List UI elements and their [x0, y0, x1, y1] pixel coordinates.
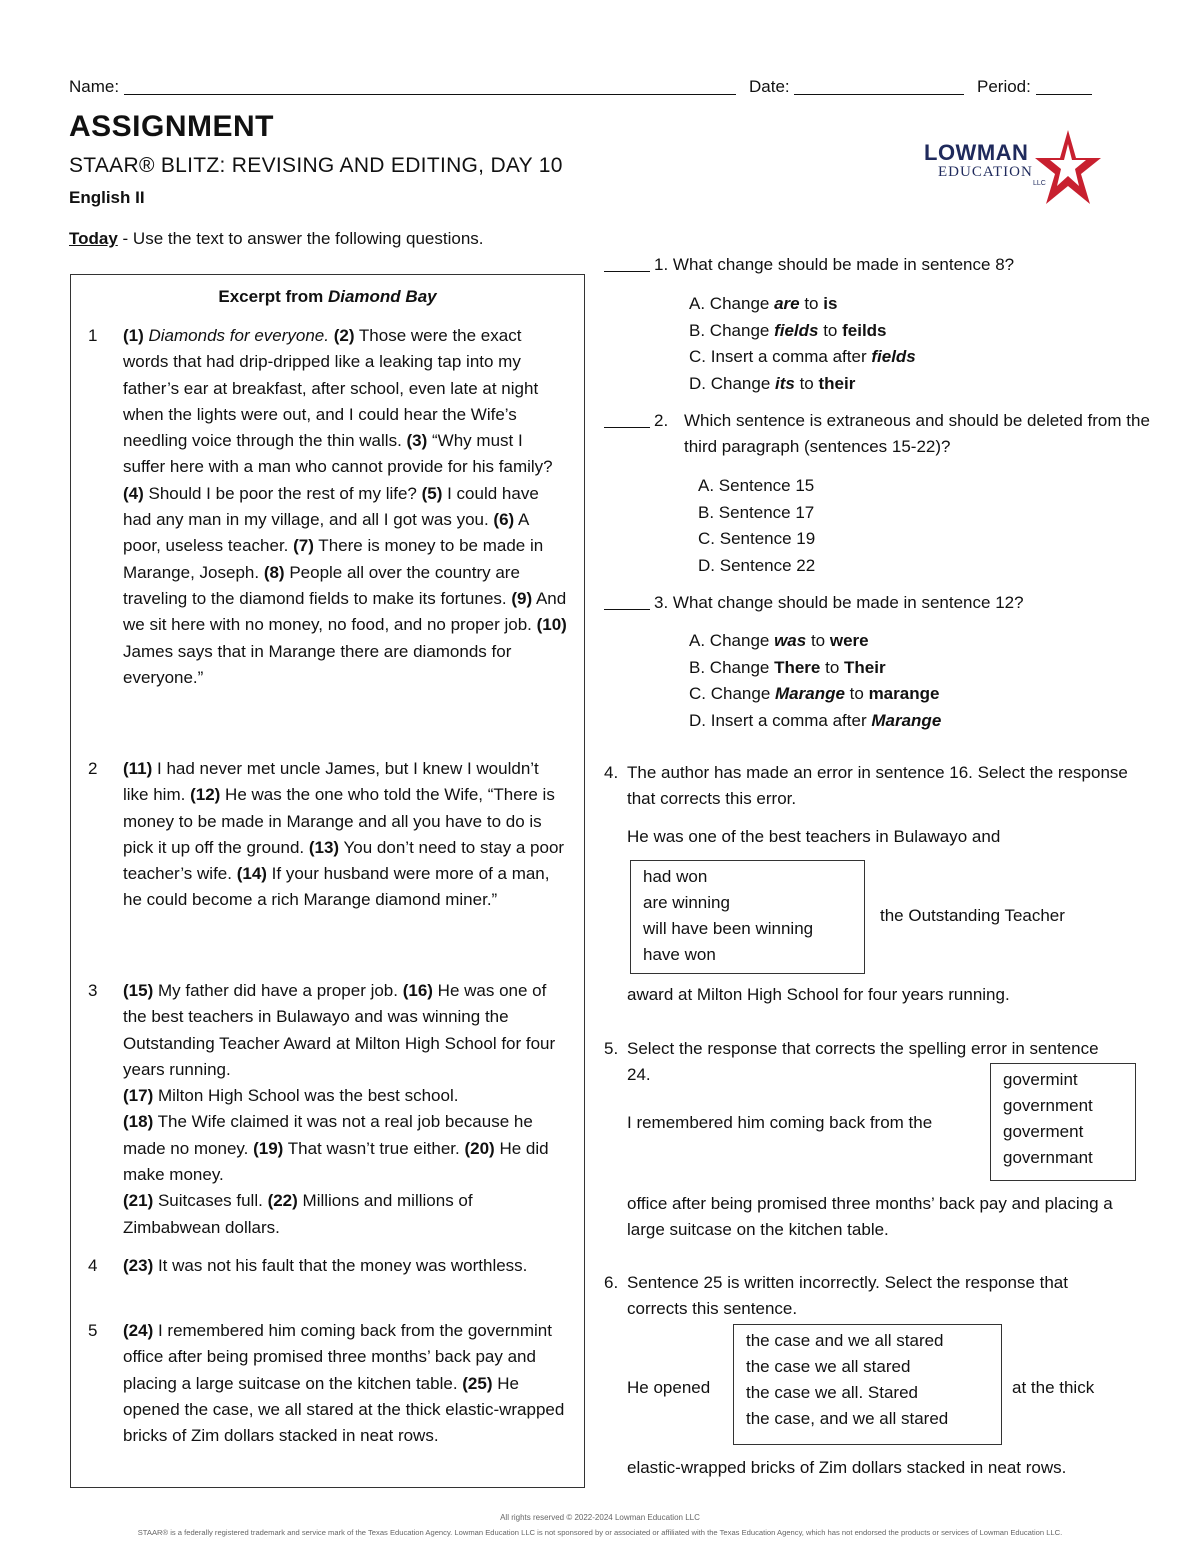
option-d[interactable]: D. Change its to their: [689, 373, 856, 393]
lowman-education-logo: [918, 128, 1108, 210]
option-a[interactable]: A. Change are to is: [689, 294, 838, 313]
question-5-tail: office after being promised three months’ back pay and placing a large suitcase on the kitchen table.: [627, 1194, 1113, 1240]
question-1: 1. What change should be made in sentence 8?: [604, 252, 1164, 278]
question-3-text: What change should be made in sentence 12?: [672, 593, 1024, 612]
choice-option[interactable]: government: [1003, 1096, 1093, 1115]
passage-box: Excerpt from Diamond Bay 1 (1) Diamonds for everyone. (2) Those were the exact words that had drip-dripped like a leaking tap into my father’s ear at breakfast, after school, even late at night when the lights were out, and I could hear the Wife’s needling voice through the thin walls. (3) “Why must I suffer here with a man who cannot provide for his family? (4) Should I be poor the rest of my life? (5) I could have had any man in my village, and all I got was you. (6) A poor, useless teacher. (7) There is money to be made in Marange, Joseph. (8) People all over the country are traveling to the diamond fields to make its fortunes. (9) And we sit here with no money, no food, and no proper job. (10) James says that in Marange there are diamonds for everyone.” 2 (11) I had never met uncle James, but I knew I wouldn’t like him. (12) He was the one who told the Wife, “There is money to be made in Marange and all you have to do is pick it up off the ground. (13) You don’t need to stay a poor teacher’s wife. (14) If your husband were more of a man, he could become a rich Marange diamond miner.” 3 (15) My father did have a proper job. (16) He was one of the best teachers in Bulawayo and was winning the Outstanding Teacher Award at Milton High School for four years running. (17) Milton High School was the best school. (18) The Wife claimed it was not a real job because he made no money. (19) That wasn’t true either. (20) He did make money. (21) Suitcases full. (22) Millions and millions of Zimbabwean dollars. 4 (23) It was not his fault that the money was worthless. 5 (24) I remembered him coming back from the governmint office after being promised three months’ back pay and placing a large suitcase on the kitchen table. (25) He opened the case, we all stared at the thick elastic-wrapped bricks of Zim dollars stacked in neat rows.: [70, 274, 585, 1488]
option-a[interactable]: A. Change was to were: [689, 631, 869, 650]
question-2: 2.: [604, 408, 1164, 434]
choice-option[interactable]: govermint: [1003, 1070, 1078, 1089]
question-4-text: The author has made an error in sentence 16. Select the response that corrects this error.: [627, 763, 1128, 809]
question-5-text: Select the response that corrects the spelling error in sentence 24.: [627, 1039, 1099, 1085]
paragraph-number: 1: [88, 326, 98, 345]
choice-option[interactable]: the case we all. Stared: [746, 1383, 918, 1402]
question-4-choice-box: [630, 860, 865, 974]
question-3-options: [689, 628, 941, 734]
option-b[interactable]: B. Change There to Their: [689, 657, 886, 677]
question-1-options: [689, 291, 916, 397]
instructions: [69, 229, 484, 249]
choice-option[interactable]: had won: [643, 867, 708, 886]
question-5-number: 5.: [604, 1039, 619, 1058]
date-input[interactable]: [794, 76, 964, 95]
date-field-row: [749, 76, 964, 97]
question-6-after: at the thick: [1012, 1378, 1095, 1397]
instructions-text: - Use the text to answer the following questions.: [117, 229, 484, 248]
logo-word-education: EDUCATION: [938, 164, 1033, 180]
question-3: 3. What change should be made in sentence 12?: [604, 590, 1164, 616]
logo-word-lowman: LOWMAN: [924, 140, 1029, 165]
page-subtitle: STAAR® BLITZ: REVISING AND EDITING, DAY 10: [69, 154, 563, 177]
option-c[interactable]: C. Sentence 19: [698, 529, 816, 549]
question-4-after: the Outstanding Teacher: [880, 906, 1065, 925]
option-d[interactable]: D. Insert a comma after Marange: [689, 710, 942, 730]
date-label: Date:: [749, 77, 790, 96]
question-5-lead: I remembered him coming back from the: [627, 1113, 933, 1132]
question-1-text: What change should be made in sentence 8?: [672, 255, 1015, 274]
period-label: Period:: [977, 77, 1031, 96]
choice-option[interactable]: will have been winning: [643, 919, 814, 938]
answer-blank[interactable]: [604, 255, 650, 272]
question-6-choice-box: [733, 1324, 1002, 1445]
question-6-text: Sentence 25 is written incorrectly. Select the response that corrects this sentence.: [627, 1273, 1068, 1319]
option-d[interactable]: D. Sentence 22: [698, 555, 816, 575]
question-2-options: [698, 473, 815, 579]
name-input[interactable]: [124, 76, 736, 95]
period-field-row: [977, 76, 1092, 97]
question-4-number: 4.: [604, 763, 619, 782]
choice-option[interactable]: governmant: [1003, 1148, 1093, 1167]
name-label: Name:: [69, 77, 120, 96]
choice-option[interactable]: goverment: [1003, 1122, 1084, 1141]
period-input[interactable]: [1036, 76, 1092, 95]
paragraph-number: 2: [88, 759, 98, 778]
logo-word-llc: LLC: [1033, 180, 1046, 187]
option-b[interactable]: B. Change fields to feilds: [689, 320, 887, 340]
question-6-lead: He opened: [627, 1378, 711, 1397]
paragraph-number: 5: [88, 1321, 98, 1340]
question-4-tail: award at Milton High School for four years running.: [627, 985, 1010, 1004]
course-name: English II: [69, 188, 145, 207]
choice-option[interactable]: are winning: [643, 893, 730, 912]
question-6-number: 6.: [604, 1273, 619, 1292]
option-b[interactable]: B. Sentence 17: [698, 502, 815, 522]
question-2-text: Which sentence is extraneous and should be deleted from the third paragraph (sentences 15-22)?: [684, 411, 1150, 457]
option-c[interactable]: C. Insert a comma after fields: [689, 347, 916, 367]
paragraph-number: 4: [88, 1256, 98, 1275]
trademark-footer: STAAR® is a federally registered trademark and service mark of the Texas Education Agency. Lowman Education LLC is not sponsored by or associated or affiliated with the Texas Education Agency, which has not endorsed the products or services of Lowman Education LLC.: [137, 1528, 1063, 1537]
question-4-lead: He was one of the best teachers in Bulawayo and: [627, 827, 1001, 846]
paragraph-number: 3: [88, 981, 98, 1000]
passage-title: Excerpt from Diamond Bay: [218, 287, 437, 306]
choice-option[interactable]: the case, and we all stared: [746, 1409, 949, 1428]
passage-book-title: Diamond Bay: [327, 287, 437, 306]
question-6-tail: elastic-wrapped bricks of Zim dollars stacked in neat rows.: [627, 1458, 1067, 1477]
copyright-footer: All rights reserved © 2022-2024 Lowman Education LLC: [500, 1513, 700, 1522]
name-field-row: [69, 76, 736, 97]
choice-option[interactable]: the case and we all stared: [746, 1331, 944, 1350]
instructions-lead: Today: [69, 229, 118, 248]
option-a[interactable]: A. Sentence 15: [698, 476, 815, 495]
question-5-choice-box: [990, 1063, 1136, 1181]
option-c[interactable]: C. Change Marange to marange: [689, 684, 940, 704]
answer-blank[interactable]: [604, 411, 650, 428]
page-title: ASSIGNMENT: [69, 110, 275, 143]
answer-blank[interactable]: [604, 593, 650, 610]
choice-option[interactable]: the case we all stared: [746, 1357, 911, 1376]
choice-option[interactable]: have won: [643, 945, 716, 964]
